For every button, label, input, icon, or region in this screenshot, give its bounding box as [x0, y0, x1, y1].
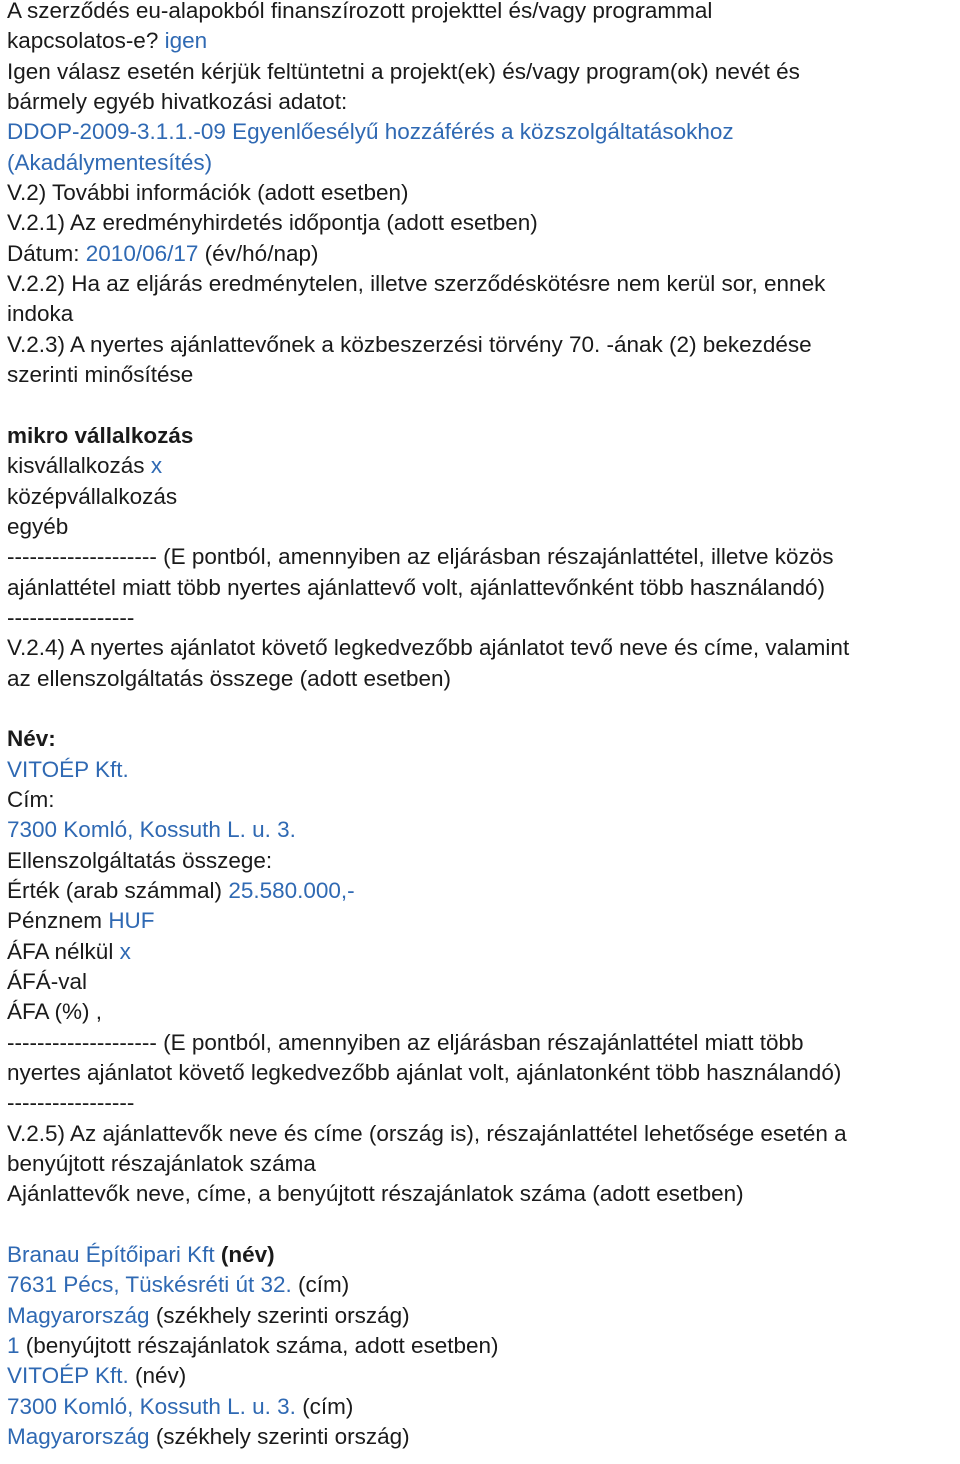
section-v25-subheading: Ajánlattevők neve, címe, a benyújtott részajánlatok száma (adott esetben): [7, 1181, 744, 1207]
date-label: Dátum:: [7, 240, 86, 266]
vat-excluded-mark: x: [119, 938, 131, 964]
bidder-country-value: Magyarország: [7, 1424, 150, 1450]
bidder-1-address: [7, 1270, 957, 1300]
project-reference-line-1: DDOP-2009-3.1.1.-09 Egyenlőesélyű hozzáférés a közszolgáltatásokhoz: [7, 119, 734, 145]
eu-question-text: A szerződés eu-alapokból finanszírozott projekttel és/vagy programmal: [7, 0, 713, 23]
value-label: Érték (arab számmal): [7, 877, 229, 903]
note-2-line-3: -----------------: [7, 1090, 135, 1116]
date-value: 2010/06/17: [85, 240, 199, 266]
section-v23-heading-line-1: V.2.3) A nyertes ajánlattevőnek a közbeszerzési törvény 70. -ának (2) bekezdése: [7, 331, 812, 357]
classification-micro: mikro vállalkozás: [7, 422, 194, 448]
note-2-line-1: -------------------- (E pontból, amennyiben az eljárásban részajánlattétel miatt több: [7, 1029, 804, 1055]
bidder-address-value: 7631 Pécs, Tüskésréti út 32.: [7, 1272, 292, 1298]
bidder-name-suffix: (név): [214, 1242, 275, 1268]
spacer: [7, 694, 957, 724]
classification-other: egyéb: [7, 513, 69, 539]
vat-percent-line: ÁFA (%) ,: [7, 999, 103, 1025]
bidder-address-suffix: (cím): [291, 1272, 350, 1298]
consideration-label: Ellenszolgáltatás összege:: [7, 847, 273, 873]
vat-excluded-line: [7, 937, 957, 967]
value-amount: 25.580.000,-: [228, 877, 355, 903]
bidder-country-value: Magyarország: [7, 1302, 150, 1328]
eu-question-line-1: [7, 0, 957, 26]
bidder-1-name: [7, 1240, 957, 1270]
document-body: [7, 0, 957, 1453]
vat-included-line: ÁFÁ-val: [7, 969, 88, 994]
section-v21-heading: V.2.1) Az eredményhirdetés időpontja (adott esetben): [7, 210, 538, 236]
section-v24-heading-line-1: V.2.4) A nyertes ajánlatot követő legkedvezőbb ajánlatot tevő neve és címe, valamint: [7, 635, 850, 661]
address-value: 7300 Komló, Kossuth L. u. 3.: [7, 817, 296, 843]
bidder-1-country: [7, 1301, 957, 1331]
bidder-offers-value: 1: [7, 1333, 20, 1359]
name-value: VITOÉP Kft.: [7, 756, 129, 782]
name-label: Név:: [7, 726, 56, 752]
spacer: [7, 390, 957, 420]
eu-answer: igen: [164, 28, 208, 54]
bidder-country-suffix: (székhely szerinti ország): [149, 1302, 410, 1328]
bidder-address-value: 7300 Komló, Kossuth L. u. 3.: [7, 1393, 296, 1419]
currency-value: HUF: [108, 908, 155, 934]
note-1-line-3: -----------------: [7, 604, 135, 630]
section-v25-heading-line-1: V.2.5) Az ajánlattevők neve és címe (ország is), részajánlattétel lehetősége esetén a: [7, 1120, 847, 1146]
eu-instruction-line-2: bármely egyéb hivatkozási adatot:: [7, 89, 348, 115]
result-date-line: [7, 239, 957, 269]
bidder-1-offers: [7, 1331, 957, 1361]
bidder-2-address: [7, 1392, 957, 1422]
bidder-name-suffix: (név): [128, 1363, 187, 1389]
section-v25-heading-line-2: benyújtott részajánlatok száma: [7, 1151, 316, 1177]
bidder-2-name: [7, 1361, 957, 1391]
classification-medium: középvállalkozás: [7, 483, 178, 509]
vat-excluded-label: ÁFA nélkül: [7, 938, 120, 964]
note-2-line-2: nyertes ajánlatot követő legkedvezőbb ajánlat volt, ajánlatonként több használandó): [7, 1060, 842, 1086]
bidder-name-value: VITOÉP Kft.: [7, 1363, 129, 1389]
spacer: [7, 1210, 957, 1240]
section-v23-heading-line-2: szerinti minősítése: [7, 362, 194, 388]
currency-line: [7, 906, 957, 936]
value-line: [7, 876, 957, 906]
bidder-name-value: Branau Építőipari Kft: [7, 1242, 215, 1268]
classification-small: [7, 451, 957, 481]
eu-instruction-line-1: Igen válasz esetén kérjük feltüntetni a projekt(ek) és/vagy program(ok) nevét és: [7, 58, 800, 84]
address-label: Cím:: [7, 786, 55, 812]
bidder-2-country: [7, 1422, 957, 1452]
bidder-address-suffix: (cím): [295, 1393, 354, 1419]
classification-small-label: kisvállalkozás: [7, 453, 151, 479]
section-v2-heading: V.2) További információk (adott esetben): [7, 180, 409, 206]
section-v24-heading-line-2: az ellenszolgáltatás összege (adott esetben): [7, 665, 452, 691]
classification-small-mark: x: [150, 453, 163, 479]
project-reference-line-2: (Akadálymentesítés): [7, 149, 213, 175]
note-1-line-2: ajánlattétel miatt több nyertes ajánlattevő volt, ajánlattevőnként több használandó): [7, 574, 826, 600]
section-v22-heading-line-2: indoka: [7, 301, 74, 327]
eu-question-line-2: [7, 26, 957, 56]
date-format: (év/hó/nap): [198, 240, 319, 266]
eu-question-text-cont: kapcsolatos-e?: [7, 28, 165, 54]
note-1-line-1: -------------------- (E pontból, amennyiben az eljárásban részajánlattétel, illetve közös: [7, 544, 834, 570]
currency-label: Pénznem: [7, 908, 109, 934]
bidder-offers-suffix: (benyújtott részajánlatok száma, adott esetben): [19, 1333, 499, 1359]
section-v22-heading-line-1: V.2.2) Ha az eljárás eredménytelen, illetve szerződéskötésre nem kerül sor, ennek: [7, 271, 826, 297]
bidder-country-suffix: (székhely szerinti ország): [149, 1424, 410, 1450]
